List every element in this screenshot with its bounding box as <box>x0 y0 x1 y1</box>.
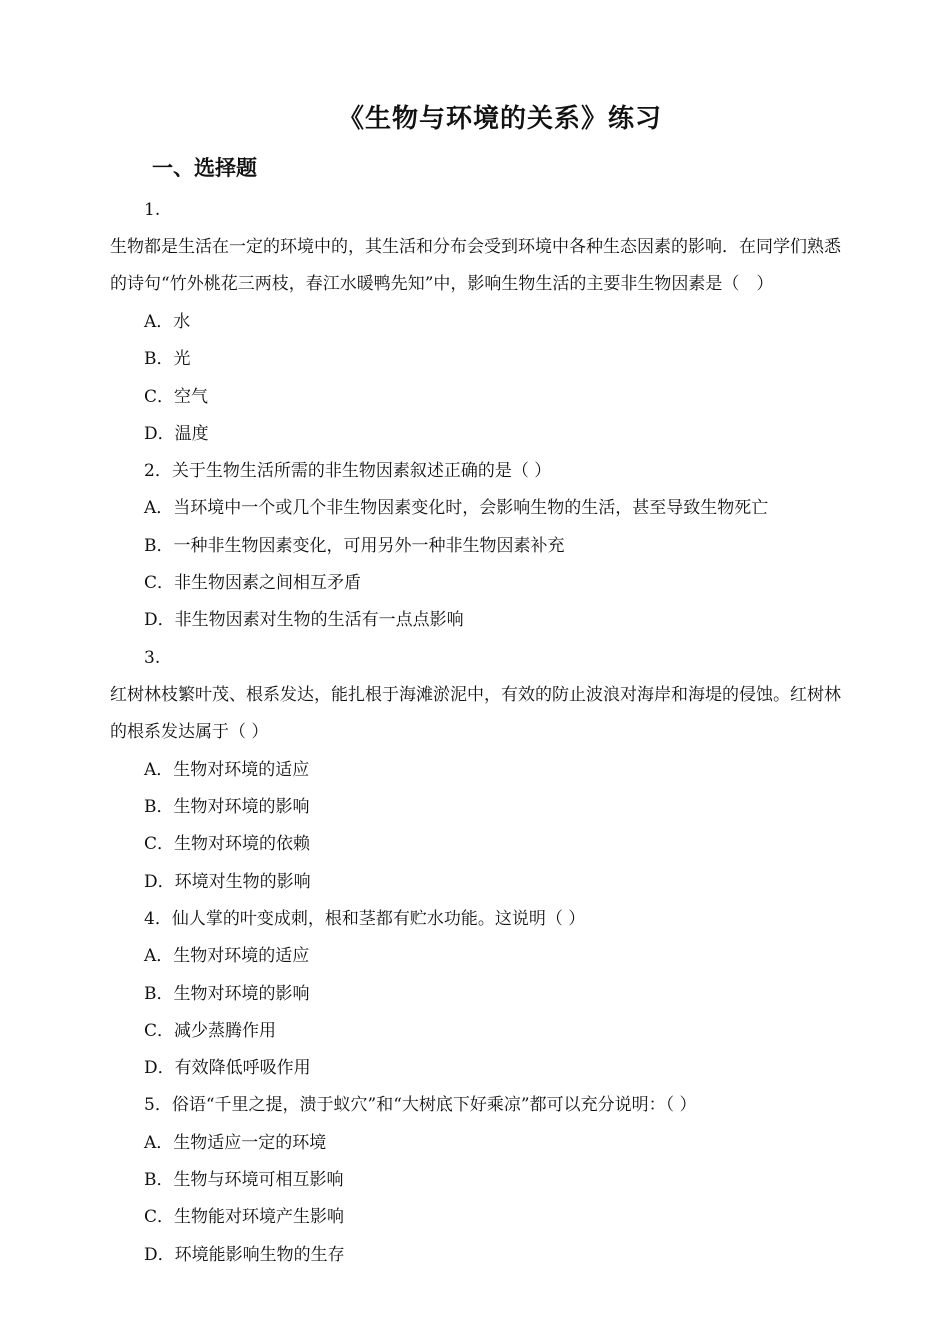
question-4-number: 4． <box>144 909 172 929</box>
question-3-option-b: B．生物对环境的影响 <box>144 797 310 817</box>
question-3-stem-line-2: 的根系发达属于（ ） <box>110 722 269 742</box>
question-4-option-a: A．生物对环境的适应 <box>144 946 310 966</box>
question-2-option-c: C．非生物因素之间相互矛盾 <box>144 573 362 593</box>
question-3-stem-line-1: 红树林枝繁叶茂、根系发达，能扎根于海滩淤泥中，有效的防止波浪对海岸和海堤的侵蚀。红树林 <box>110 685 841 705</box>
question-4-option-b: B．生物对环境的影响 <box>144 984 310 1004</box>
question-3-option-a: A．生物对环境的适应 <box>144 760 310 780</box>
question-4 <box>144 907 585 931</box>
question-1-option-c: C．空气 <box>144 387 209 407</box>
question-2-option-a: A．当环境中一个或几个非生物因素变化时，会影响生物的生活，甚至导致生物死亡 <box>144 498 769 518</box>
question-2-stem: 关于生物生活所需的非生物因素叙述正确的是（ ） <box>171 461 552 481</box>
question-2 <box>144 459 551 483</box>
question-2-number: 2． <box>144 461 172 481</box>
question-5-option-a: A．生物适应一定的环境 <box>144 1133 327 1153</box>
question-2-option-b: B．一种非生物因素变化，可用另外一种非生物因素补充 <box>144 536 565 556</box>
question-1-stem-line-1: 生物都是生活在一定的环境中的，其生活和分布会受到环境中各种生态因素的影响．在同学们熟悉 <box>110 237 841 257</box>
question-5-number: 5． <box>144 1095 172 1115</box>
question-3-option-d: D．环境对生物的影响 <box>144 872 311 892</box>
question-5-option-b: B．生物与环境可相互影响 <box>144 1170 344 1190</box>
question-3-option-c: C．生物对环境的依赖 <box>144 834 311 854</box>
question-1-stem-line-2: 的诗句“竹外桃花三两枝，春江水暖鸭先知”中，影响生物生活的主要非生物因素是（ ） <box>110 274 774 294</box>
question-5 <box>144 1093 697 1117</box>
question-4-stem: 仙人掌的叶变成刺，根和茎都有贮水功能。这说明（ ） <box>171 909 586 929</box>
question-1-option-b: B．光 <box>144 349 191 369</box>
section-heading: 一、选择题 <box>152 155 257 180</box>
document-title: 《生物与环境的关系》练习 <box>337 104 662 134</box>
question-4-option-c: C．减少蒸腾作用 <box>144 1021 277 1041</box>
question-5-option-d: D．环境能影响生物的生存 <box>144 1245 345 1265</box>
question-1-number: 1. <box>144 200 161 220</box>
question-3-number: 3. <box>144 648 161 668</box>
question-4-option-d: D．有效降低呼吸作用 <box>144 1058 311 1078</box>
question-1-option-d: D．温度 <box>144 424 209 444</box>
question-2-option-d: D．非生物因素对生物的生活有一点点影响 <box>144 610 464 630</box>
question-1-option-a: A．水 <box>144 312 191 332</box>
question-5-stem: 俗语“千里之提，溃于蚁穴”和“大树底下好乘凉”都可以充分说明：（ ） <box>171 1095 697 1115</box>
question-5-option-c: C．生物能对环境产生影响 <box>144 1207 345 1227</box>
